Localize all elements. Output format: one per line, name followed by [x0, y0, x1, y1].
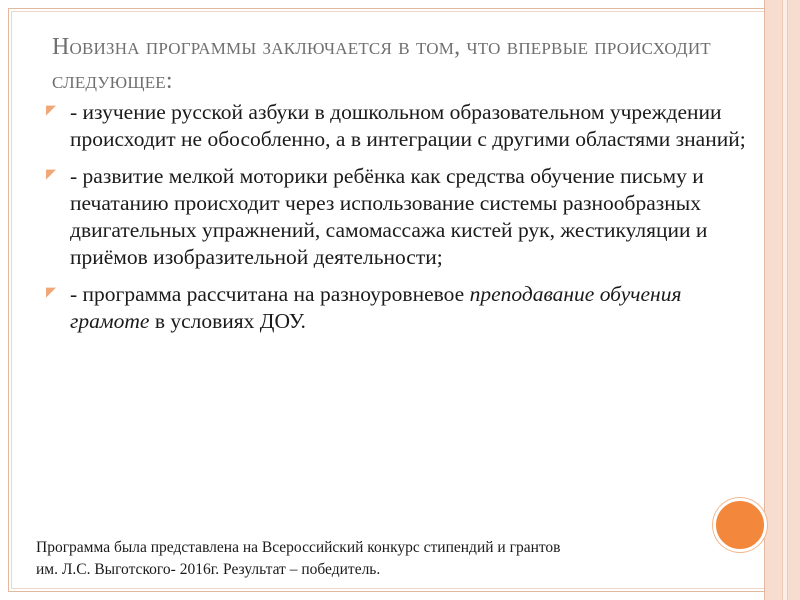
footer-line-2: им. Л.С. Выготского- 2016г. Результат – победитель.: [36, 561, 381, 578]
footer-note: [36, 537, 736, 581]
bullet-item: [46, 163, 756, 271]
slide-title: Новизна программы заключается в том, что впервые происходит следующее:: [52, 34, 711, 94]
bullet-item: [46, 281, 756, 335]
bullet-marker-icon: ◤: [46, 166, 56, 181]
bullet-text: - изучение русской азбуки в дошкольном образовательном учреждении происходит не обособленно, а в интеграции с другими областями знаний;: [70, 100, 746, 151]
bullet-text: - развитие мелкой моторики ребёнка как средства обучение письму и печатанию происходит через использование системы разнообразных двигательных упражнений, самомассажа кистей рук, жестикуляции и приёмов изобразительной деятельности;: [70, 164, 708, 269]
right-decorative-band: [764, 0, 800, 600]
bullet-marker-icon: ◤: [46, 102, 56, 117]
bullet-text-end: в условиях ДОУ.: [149, 309, 306, 333]
right-decorative-stripe: [782, 0, 788, 600]
bullet-list: [46, 99, 756, 345]
bullet-text-start: - программа рассчитана на разноуровневое: [70, 282, 470, 306]
bullet-marker-icon: ◤: [46, 284, 56, 299]
bullet-item: [46, 99, 756, 153]
bullet-text-italic: преподавание обучения грамоте: [70, 282, 682, 333]
footer-line-1: Программа была представлена на Всероссийский конкурс стипендий и грантов: [36, 539, 561, 556]
